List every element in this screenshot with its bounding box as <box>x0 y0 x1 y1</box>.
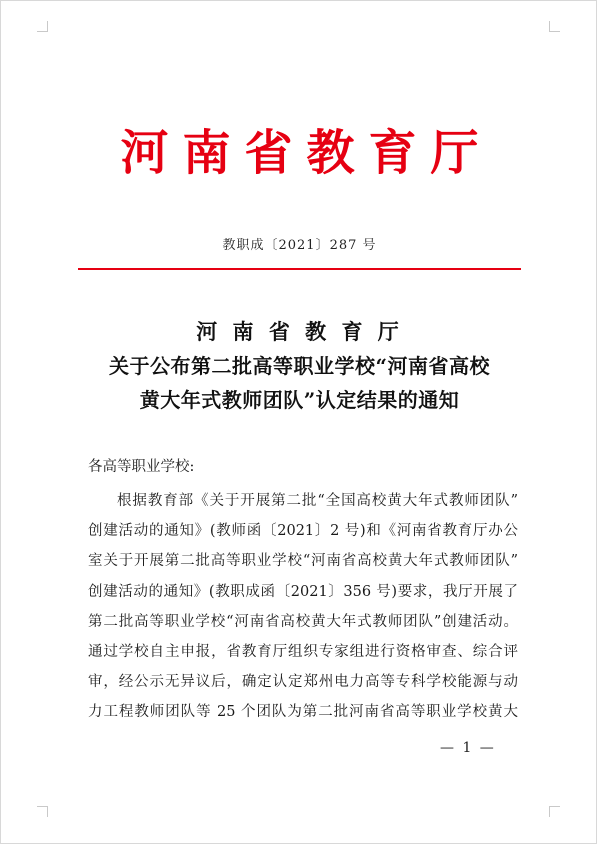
masthead: 河南省教育厅 <box>120 125 493 181</box>
body-line: 第二批高等职业学校“河南省高校黄大年式教师团队”创建活动。 <box>88 613 518 630</box>
crop-mark-bottom-right <box>549 806 560 817</box>
crop-mark-top-left <box>37 21 48 32</box>
page-number: — 1 — <box>440 740 496 756</box>
crop-mark-top-right <box>549 21 560 32</box>
title-line-1: 河 南 省 教 育 厅 <box>196 319 403 344</box>
body-text <box>88 486 518 728</box>
body-line: 根据教育部《关于开展第二批“全国高校黄大年式教师团队” <box>117 493 518 509</box>
body-line: 创建活动的通知》(教师函〔2021〕2 号)和《河南省教育厅办公 <box>88 523 518 540</box>
crop-mark-bottom-left <box>37 806 48 817</box>
body-line: 审，经公示无异议后，确定认定郑州电力高等专科学校能源与动 <box>88 674 518 691</box>
document-title <box>0 315 599 417</box>
title-line-3: 黄大年式教师团队”认定结果的通知 <box>139 388 460 412</box>
document-number: 教职成〔2021〕287 号 <box>222 238 377 253</box>
body-line: 力工程教师团队等 25 个团队为第二批河南省高等职业学校黄大 <box>88 704 518 721</box>
title-line-2: 关于公布第二批高等职业学校“河南省高校 <box>108 354 490 378</box>
body-line: 创建活动的通知》(教职成函〔2021〕356 号)要求，我厅开展了 <box>88 583 518 600</box>
body-line: 通过学校自主申报，省教育厅组织专家组进行资格审查、综合评 <box>88 644 518 661</box>
salutation: 各高等职业学校: <box>88 459 195 475</box>
body-line: 室关于开展第二批高等职业学校“河南省高校黄大年式教师团队” <box>88 553 518 570</box>
red-divider-line <box>78 268 521 270</box>
